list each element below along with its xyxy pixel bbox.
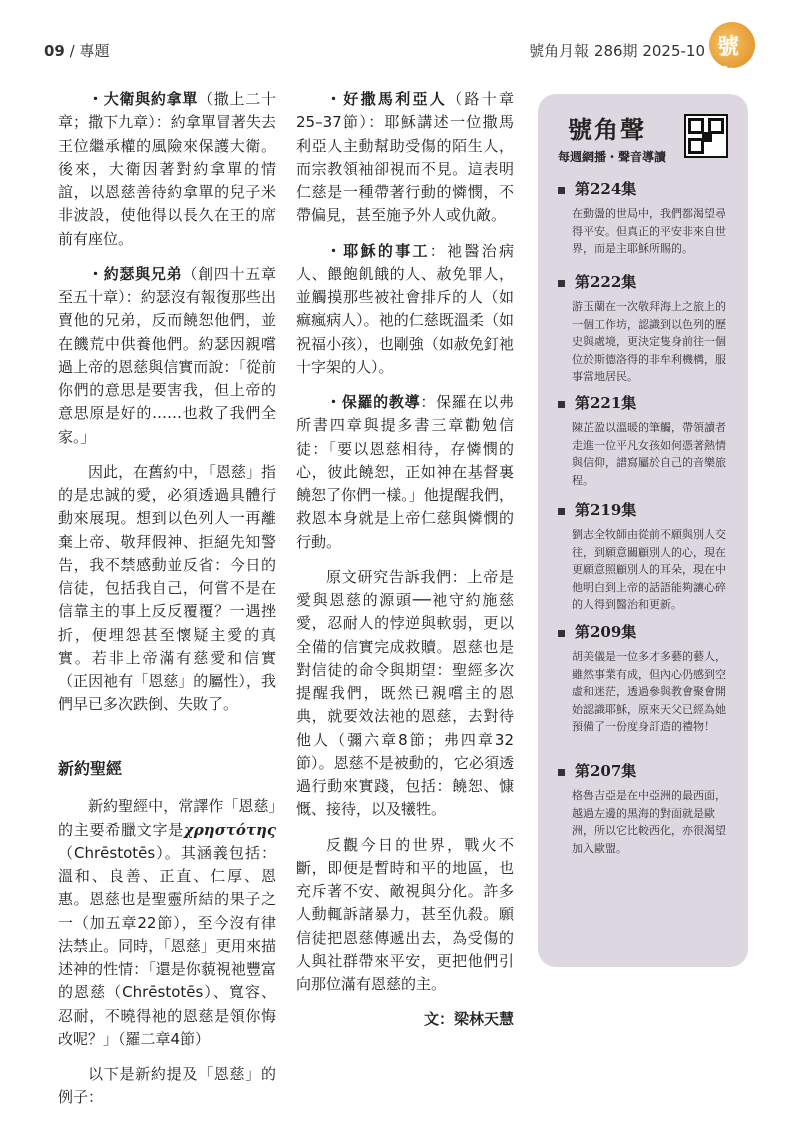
sidebar-subtitle: 每週網播・聲音導讀 <box>558 150 667 164</box>
bullet-square-icon <box>558 401 565 408</box>
bullet-square-icon <box>558 187 565 194</box>
episode-description: 劉志全牧師由從前不願與別人交往，到願意關顧別人的心，現在更願意照顧別人的耳朵，現在中他明白到上帝的話語能夠讓心碎的人得到醫治和更新。 <box>572 528 726 612</box>
sidebar-title: 號角聲 <box>568 115 646 144</box>
episode-item[interactable] <box>558 621 734 736</box>
paragraph: 因此，在舊約中，「恩慈」指的是忠誠的愛，必須透過具體行動來展現。想到以色列人一再離棄上帝、敬拜假神、拒絕先知警告，我不禁感動並反省：今日的信徒，包括我自己，何嘗不是在信靠主的事上反反覆覆？一遇挫折，便埋怨甚至懷疑主愛的真實。若非上帝滿有慈愛和信實（正因祂有「恩慈」的屬性），我們早已多次跌倒、失敗了。 <box>58 462 276 714</box>
paragraph: ・約瑟與兄弟（創四十五章至五十章）：約瑟沒有報復那些出賣他的兄弟，反而饒恕他們，並在饑荒中供養他們。約瑟因親嚐過上帝的恩慈與信實而說：「從前你們的意思是要害我，但上帝的意思原是好的……也救了我們全家。」 <box>58 264 276 446</box>
episode-description: 陳芷盈以溫暖的筆觸，帶領讀者走進一位平凡女孩如何憑著熱情與信仰，譜寫屬於自己的音樂旅程。 <box>572 421 726 487</box>
bullet-square-icon <box>558 508 565 515</box>
episode-label: 第209集 <box>575 623 637 641</box>
episode-item[interactable] <box>558 760 734 857</box>
article-column-2 <box>296 88 514 1044</box>
episode-label: 第207集 <box>575 762 637 780</box>
paragraph: 原文研究告訴我們：上帝是愛與恩慈的源頭──祂守約施慈愛，忍耐人的悖逆與軟弱，更以全備的信實完成救贖。恩慈也是對信徒的命令與期望：聖經多次提醒我們，既然已親嚐主的恩典，就要效法祂的恩慈，去對待他人（彌六章8節；弗四章32節）。恩慈不是被動的，它必須透過行動來實踐，包括：饒恕、慷慨、接待，以及犧牲。 <box>296 567 514 819</box>
article-column-1 <box>58 88 276 1122</box>
paragraph: ・保羅的教導：保羅在以弗所書四章與提多書三章勸勉信徒：「要以恩慈相待，存憐憫的心，彼此饒恕，正如神在基督裏饒恕了你們一樣。」他提醒我們，救恩本身就是上帝仁慈與憐憫的行動。 <box>296 393 514 551</box>
episode-label: 第221集 <box>575 394 637 412</box>
podcast-sidebar <box>538 94 748 967</box>
episode-item[interactable] <box>558 271 734 386</box>
publication-info: 號角月報 286期 2025-10 <box>529 42 705 60</box>
greek-word: χρηστότης <box>183 820 276 839</box>
episode-description: 格魯吉亞是在中亞洲的最西面，越過左邊的黑海的對面就是歐洲，所以它比較西化，亦很渴望加入歐盟。 <box>572 789 726 855</box>
bullet-square-icon <box>558 630 565 637</box>
paragraph: 新約聖經中，常譯作「恩慈」的主要希臘文字是χρηστότης（Chrēstotēs）。其涵義包括：溫和、良善、正直、仁厚、恩惠。恩慈也是聖靈所結的果子之一（加五章22節），至今沒有律法禁止。同時，「恩慈」更用來描述神的性情：「還是你藐視祂豐富的恩慈（Chrēstotēs）、寬容、忍耐，不曉得祂的恩慈是領你悔改呢？」（羅二章4節） <box>58 797 276 1048</box>
magazine-logo <box>709 22 755 91</box>
episode-label: 第219集 <box>575 501 637 519</box>
paragraph: 反觀今日的世界，戰火不斷，即便是暫時和平的地區，也充斥著不安、敵視與分化。許多人動輒訴諸暴力，甚至仇殺。願信徒把恩慈傳遞出去，為受傷的人與社群帶來平安，更把他們引向那位滿有恩慈的主。 <box>296 835 514 993</box>
paragraph: ・好撒馬利亞人（路十章25–37節）：耶穌講述一位撒馬利亞人主動幫助受傷的陌生人，而宗教領袖卻視而不見。這表明仁慈是一種帶著行動的憐憫，不帶偏見，甚至施予外人或仇敵。 <box>296 90 514 225</box>
episode-label: 第224集 <box>575 180 637 198</box>
paragraph: ・大衛與約拿單（撒上二十章；撒下九章）：約拿單冒著失去王位繼承權的風險來保護大衛。後來，大衛因著對約拿單的情誼，以恩慈善待約拿單的兒子米非波設，使他得以長久在王的席前有座位。 <box>58 90 276 248</box>
paragraph-lead: ・約瑟與兄弟 <box>88 264 183 283</box>
episode-item[interactable] <box>558 392 734 489</box>
episode-label: 第222集 <box>575 273 637 291</box>
section-name: 專題 <box>79 42 110 60</box>
paragraph: ・耶穌的事工：祂醫治病人、餵飽飢餓的人、赦免罪人，並觸摸那些被社會排斥的人（如痲瘋病人）。祂的仁慈既溫柔（如祝福小孩），也剛強（如赦免釘祂十字架的人）。 <box>296 241 514 376</box>
logo-text: 號角 <box>717 34 740 91</box>
episode-description: 在動盪的世局中，我們都渴望尋得平安。但真正的平安非來自世界，而是主耶穌所賜的。 <box>572 207 726 256</box>
paragraph: 以下是新約提及「恩慈」的例子： <box>58 1065 276 1107</box>
author-byline: 文：梁林天慧 <box>423 1010 514 1029</box>
page-number: 09 <box>44 42 65 60</box>
qr-code-icon[interactable] <box>684 114 728 158</box>
section-title: 新約聖經 <box>58 758 123 778</box>
episode-item[interactable] <box>558 499 734 614</box>
paragraph-lead: ・好撒馬利亞人 <box>326 90 448 108</box>
bullet-square-icon <box>558 280 565 287</box>
episode-description: 游玉蘭在一次敬拜海上之旅上的一個工作坊，認識到以色列的歷史與處境，更決定隻身前往一個位於斯德洛得的非牟利機構，服事當地居民。 <box>572 300 726 384</box>
paragraph-lead: ・耶穌的事工 <box>326 241 430 260</box>
paragraph-lead: ・保羅的教導 <box>326 393 421 411</box>
paragraph-lead: ・大衛與約拿單 <box>88 90 199 108</box>
bullet-square-icon <box>558 769 565 776</box>
episode-description: 胡美儀是一位多才多藝的藝人，雖然事業有成，但內心仍感到空虛和迷茫，透過參與教會聚會開始認識耶穌，原來天父已經為她預備了一份度身訂造的禮物！ <box>572 650 726 734</box>
episode-item[interactable] <box>558 178 734 258</box>
page-folio: 09 / 專題 <box>44 42 110 60</box>
